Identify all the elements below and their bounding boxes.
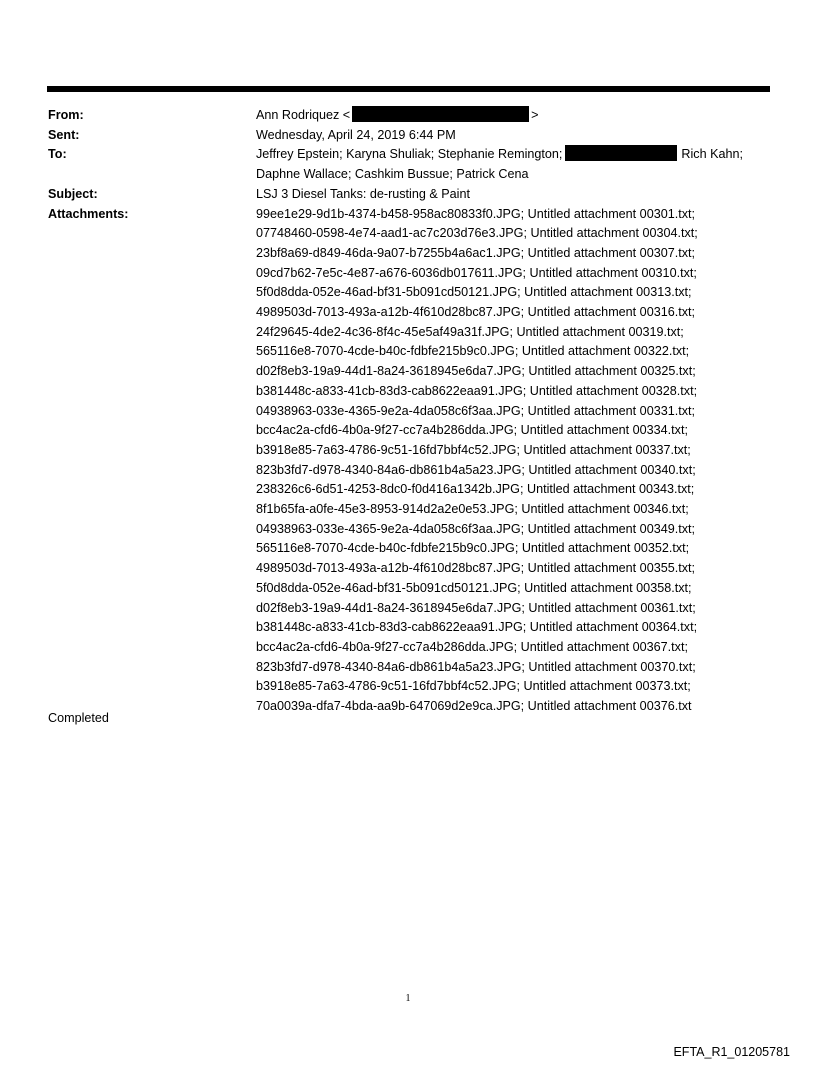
attachments-list bbox=[256, 205, 770, 717]
from-close-bracket: > bbox=[531, 108, 539, 122]
attachment-line: d02f8eb3-19a9-44d1-8a24-3618945e6da7.JPG; Untitled attachment 00325.txt; bbox=[256, 364, 696, 379]
redacted-email-box bbox=[352, 106, 529, 122]
to-value bbox=[256, 145, 770, 184]
to-recipients-start: Jeffrey Epstein; Karyna Shuliak; Stephanie Remington; bbox=[256, 147, 563, 162]
attachment-line: 4989503d-7013-493a-a12b-4f610d28bc87.JPG; Untitled attachment 00316.txt; bbox=[256, 305, 695, 320]
attachment-line: b3918e85-7a63-4786-9c51-16fd7bbf4c52.JPG; Untitled attachment 00373.txt; bbox=[256, 679, 691, 694]
attachment-line: d02f8eb3-19a9-44d1-8a24-3618945e6da7.JPG; Untitled attachment 00361.txt; bbox=[256, 600, 696, 615]
bates-number: EFTA_R1_01205781 bbox=[673, 1045, 790, 1059]
to-recipients-end: Rich Kahn; bbox=[681, 147, 744, 162]
to-row bbox=[48, 145, 770, 184]
attachment-line: bcc4ac2a-cfd6-4b0a-9f27-cc7a4b286dda.JPG; Untitled attachment 00334.txt; bbox=[256, 423, 688, 438]
attachment-line: 70a0039a-dfa7-4bda-aa9b-647069d2e9ca.JPG; Untitled attachment 00376.txt bbox=[256, 699, 692, 714]
attachment-line: bcc4ac2a-cfd6-4b0a-9f27-cc7a4b286dda.JPG; Untitled attachment 00367.txt; bbox=[256, 639, 688, 654]
redacted-recipient-box bbox=[565, 145, 677, 161]
to-line-2: Daphne Wallace; Cashkim Bussue; Patrick Cena bbox=[256, 167, 529, 182]
from-name: Ann Rodriquez < bbox=[256, 108, 351, 122]
attachment-line: 5f0d8dda-052e-46ad-bf31-5b091cd50121.JPG; Untitled attachment 00313.txt; bbox=[256, 285, 692, 300]
attachment-line: 565116e8-7070-4cde-b40c-fdbfe215b9c0.JPG; Untitled attachment 00352.txt; bbox=[256, 541, 690, 556]
attachment-line: b381448c-a833-41cb-83d3-cab8622eaa91.JPG; Untitled attachment 00328.txt; bbox=[256, 383, 698, 398]
email-header bbox=[48, 106, 770, 717]
attachment-line: 99ee1e29-9d1b-4374-b458-958ac80833f0.JPG; Untitled attachment 00301.txt; bbox=[256, 206, 695, 221]
attachment-line: 04938963-033e-4365-9e2a-4da058c6f3aa.JPG; Untitled attachment 00331.txt; bbox=[256, 403, 695, 418]
attachment-line: b3918e85-7a63-4786-9c51-16fd7bbf4c52.JPG; Untitled attachment 00337.txt; bbox=[256, 442, 691, 457]
to-line-1 bbox=[256, 145, 770, 165]
to-label: To: bbox=[48, 147, 67, 162]
attachment-line: 07748460-0598-4e74-aad1-ac7c203d76e3.JPG; Untitled attachment 00304.txt; bbox=[256, 226, 698, 241]
attachment-line: 565116e8-7070-4cde-b40c-fdbfe215b9c0.JPG; Untitled attachment 00322.txt; bbox=[256, 344, 690, 359]
attachment-line: 24f29645-4de2-4c36-8f4c-45e5af49a31f.JPG; Untitled attachment 00319.txt; bbox=[256, 324, 684, 339]
attachment-line: 4989503d-7013-493a-a12b-4f610d28bc87.JPG; Untitled attachment 00355.txt; bbox=[256, 561, 695, 576]
page-number: 1 bbox=[405, 993, 411, 1004]
sent-label: Sent: bbox=[48, 127, 80, 142]
header-divider bbox=[47, 86, 770, 92]
from-label: From: bbox=[48, 108, 84, 122]
attachment-line: 5f0d8dda-052e-46ad-bf31-5b091cd50121.JPG; Untitled attachment 00358.txt; bbox=[256, 580, 692, 595]
attachment-line: 09cd7b62-7e5c-4e87-a676-6036db017611.JPG; Untitled attachment 00310.txt; bbox=[256, 265, 697, 280]
sent-row bbox=[48, 126, 770, 146]
subject-row bbox=[48, 185, 770, 205]
sent-value: Wednesday, April 24, 2019 6:44 PM bbox=[256, 127, 456, 142]
email-body: Completed bbox=[48, 711, 109, 725]
from-row bbox=[48, 106, 770, 126]
attachment-line: b381448c-a833-41cb-83d3-cab8622eaa91.JPG; Untitled attachment 00364.txt; bbox=[256, 620, 698, 635]
attachment-line: 823b3fd7-d978-4340-84a6-db861b4a5a23.JPG; Untitled attachment 00340.txt; bbox=[256, 462, 696, 477]
attachment-line: 823b3fd7-d978-4340-84a6-db861b4a5a23.JPG; Untitled attachment 00370.txt; bbox=[256, 659, 696, 674]
attachment-line: 8f1b65fa-a0fe-45e3-8953-914d2a2e0e53.JPG; Untitled attachment 00346.txt; bbox=[256, 502, 689, 517]
subject-value: LSJ 3 Diesel Tanks: de-rusting & Paint bbox=[256, 186, 470, 201]
attachment-line: 238326c6-6d51-4253-8dc0-f0d416a1342b.JPG; Untitled attachment 00343.txt; bbox=[256, 482, 695, 497]
from-value bbox=[256, 106, 770, 126]
attachments-row bbox=[48, 205, 770, 717]
attachment-line: 04938963-033e-4365-9e2a-4da058c6f3aa.JPG; Untitled attachment 00349.txt; bbox=[256, 521, 695, 536]
attachment-line: 23bf8a69-d849-46da-9a07-b7255b4a6ac1.JPG; Untitled attachment 00307.txt; bbox=[256, 245, 695, 260]
attachments-label: Attachments: bbox=[48, 206, 129, 221]
subject-label: Subject: bbox=[48, 186, 98, 201]
